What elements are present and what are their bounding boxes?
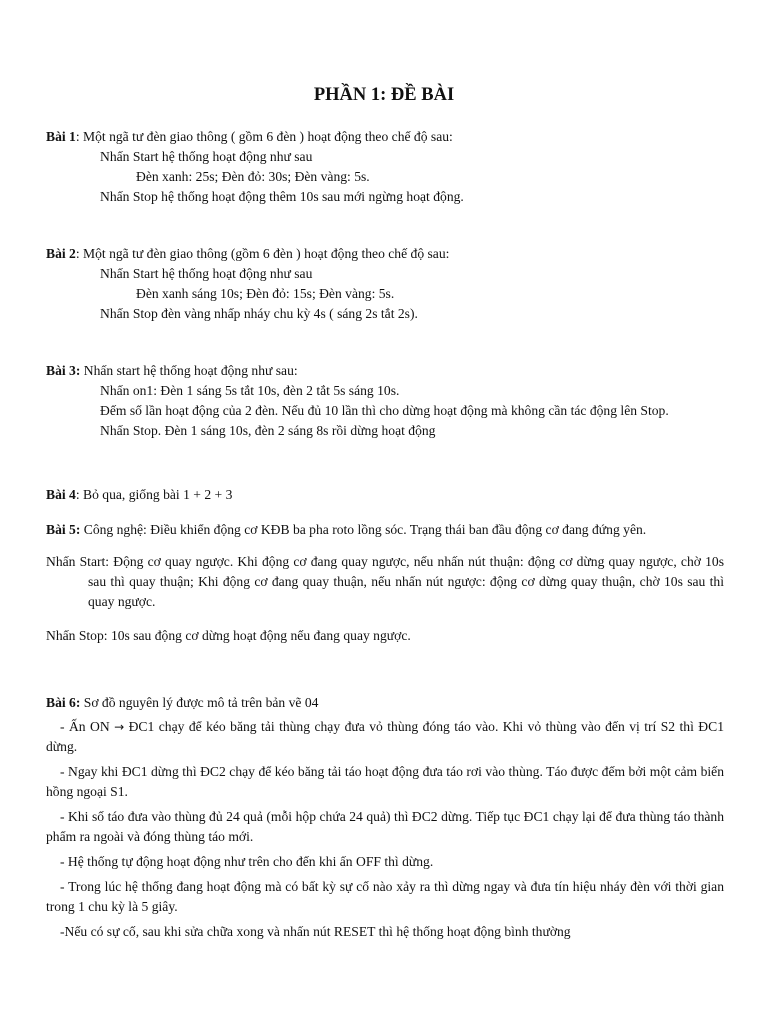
exercise-5-start-text: Nhấn Start: Động cơ quay ngược. Khi động cơ đang quay ngược, nếu nhấn nút thuận: động cơ dừng quay ngược, chờ 10s sau thì quay thuận; Khi động cơ đang quay thuận, nếu nhấn nút ngược: động cơ dừng quay thuận, chờ 10s sau thì quay ngược. <box>46 554 724 609</box>
exercise-6-item-2: - Ngay khi ĐC1 dừng thì ĐC2 chạy để kéo băng tải táo hoạt động đưa táo rơi vào thùng. Táo được đếm bởi một cảm biến hồng ngoại S1. <box>46 764 724 799</box>
exercise-5 <box>46 520 724 540</box>
exercise-1-start: Nhấn Start hệ thống hoạt động như sau <box>100 149 313 164</box>
exercise-2 <box>46 244 724 324</box>
exercise-3-on1: Nhấn on1: Đèn 1 sáng 5s tắt 10s, đèn 2 tắt 5s sáng 10s. <box>100 383 400 398</box>
exercise-6-item-5: - Trong lúc hệ thống đang hoạt động mà có bất kỳ sự cố nào xảy ra thì dừng ngay và đưa tín hiệu nháy đèn với thời gian trong 1 chu kỳ là 5 giây. <box>46 879 724 914</box>
exercise-3 <box>46 361 724 441</box>
right-arrow-icon: → <box>114 720 125 734</box>
item-1-prefix: - Ấn ON <box>60 719 115 734</box>
item-1-text: ĐC1 chạy để kéo băng tải thùng chạy đưa vỏ thùng đóng táo vào. Khi vỏ thùng vào đến vị trí S2 thì ĐC1 dừng. <box>46 719 724 754</box>
exercise-1-times: Đèn xanh: 25s; Đèn đỏ: 30s; Đèn vàng: 5s. <box>136 169 370 184</box>
exercise-6-item-3: - Khi số táo đưa vào thùng đủ 24 quả (mỗi hộp chứa 24 quả) thì ĐC2 dừng. Tiếp tục ĐC1 chạy lại để đưa thùng táo thành phẩm ra ngoài và đóng thùng táo mới. <box>46 809 724 844</box>
exercise-3-intro <box>46 361 724 381</box>
exercise-5-stop <box>46 626 724 646</box>
exercise-2-intro <box>46 244 724 264</box>
exercise-6-intro-text: Sơ đồ nguyên lý được mô tả trên bản vẽ 04 <box>80 695 319 710</box>
exercise-5-intro-text: Công nghệ: Điều khiển động cơ KĐB ba pha roto lồng sóc. Trạng thái ban đầu động cơ đang đứng yên. <box>80 522 647 537</box>
exercise-6-label: Bài 6: <box>46 695 81 710</box>
exercise-4 <box>46 485 724 505</box>
exercise-1 <box>46 127 724 207</box>
exercise-6-item-6: -Nếu có sự cố, sau khi sửa chữa xong và nhấn nút RESET thì hệ thống hoạt động bình thường <box>60 924 571 939</box>
exercise-2-label: Bài 2 <box>46 246 76 261</box>
page-title: PHẦN 1: ĐỀ BÀI <box>313 85 455 105</box>
exercise-6-item-4: - Hệ thống tự động hoạt động như trên cho đến khi ấn OFF thì dừng. <box>60 854 434 869</box>
exercise-2-intro-text: : Một ngã tư đèn giao thông (gồm 6 đèn ) hoạt động theo chế độ sau: <box>75 246 450 261</box>
exercise-5-start <box>46 552 724 612</box>
exercise-1-label: Bài 1 <box>46 129 76 144</box>
exercise-3-intro-text: Nhấn start hệ thống hoạt động như sau: <box>80 363 298 378</box>
exercise-6-item-1 <box>46 717 724 757</box>
exercise-6-intro <box>46 693 724 713</box>
exercise-6-items <box>46 717 724 942</box>
exercise-5-label: Bài 5: <box>46 522 81 537</box>
exercise-4-text: : Bỏ qua, giống bài 1 + 2 + 3 <box>75 487 233 502</box>
exercise-4-label: Bài 4 <box>46 487 76 502</box>
exercise-5-stop-text: Nhấn Stop: 10s sau động cơ dừng hoạt động nếu đang quay ngược. <box>46 628 411 643</box>
exercise-2-times: Đèn xanh sáng 10s; Đèn đỏ: 15s; Đèn vàng: 5s. <box>136 286 395 301</box>
exercise-5-intro <box>46 520 724 540</box>
exercise-2-stop: Nhấn Stop đèn vàng nhấp nháy chu kỳ 4s ( sáng 2s tắt 2s). <box>100 306 418 321</box>
exercise-3-stop: Nhấn Stop. Đèn 1 sáng 10s, đèn 2 sáng 8s rồi dừng hoạt động <box>100 423 436 438</box>
exercise-1-stop: Nhấn Stop hệ thống hoạt động thêm 10s sau mới ngừng hoạt động. <box>100 189 464 204</box>
exercise-6 <box>46 693 724 713</box>
exercise-1-intro-text: : Một ngã tư đèn giao thông ( gồm 6 đèn ) hoạt động theo chế độ sau: <box>75 129 453 144</box>
exercise-3-count: Đếm số lần hoạt động của 2 đèn. Nếu đủ 10 lần thì cho dừng hoạt động mà không cần tác động lên Stop. <box>100 403 669 418</box>
exercise-1-intro <box>46 127 724 147</box>
exercise-3-label: Bài 3: <box>46 363 81 378</box>
exercise-2-start: Nhấn Start hệ thống hoạt động như sau <box>100 266 313 281</box>
